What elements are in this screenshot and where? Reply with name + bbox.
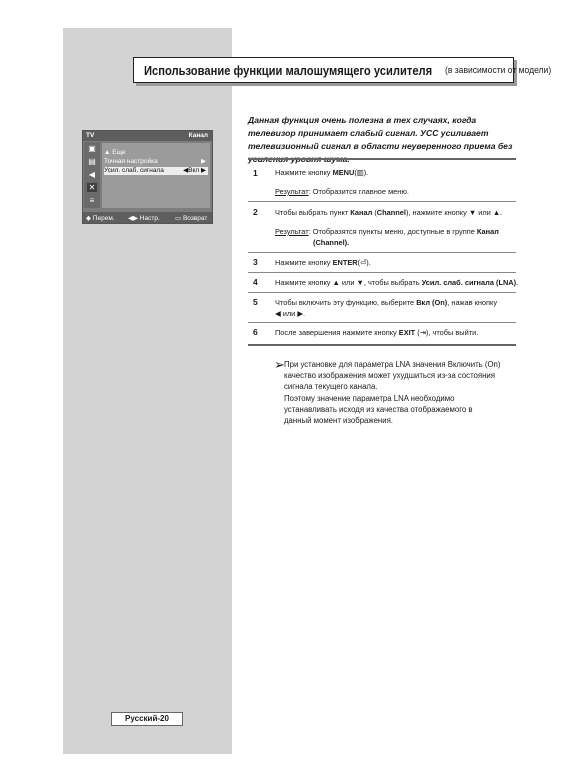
step-4-text: Нажмите кнопку ▲ или ▼, чтобы выбрать Усил. слаб. сигнала (LNA). bbox=[275, 278, 519, 287]
menu-icon-column bbox=[84, 142, 100, 208]
note-text: При установке для параметра LNA значения Включить (On) качество изображения может ухудшиться из-за состояния сигнала текущего канала. Поэтому значение параметра LNA необходимо устанавливать исходя из качества отображаемого в данный момент изображения. bbox=[284, 360, 501, 426]
divider-bottom bbox=[248, 344, 516, 346]
menu-footer-move: ◆ Перем. bbox=[86, 215, 115, 222]
picture-icon: ▣ bbox=[88, 144, 96, 153]
step-3-text: Нажмите кнопку ENTER(⏎). bbox=[275, 258, 371, 267]
step-2-number: 2 bbox=[253, 207, 258, 217]
page-title-note: (в зависимости от модели) bbox=[445, 64, 552, 76]
menu-footer bbox=[83, 212, 212, 223]
intro-text: Данная функция очень полезна в тех случаях, когда телевизор принимает слабый сигнал. УСС усиливает телевизионный сигнал в области неуверенного приема без усиления уровня шума. bbox=[248, 115, 513, 164]
divider-3 bbox=[248, 272, 516, 273]
menu-item-more: ▲ Еще bbox=[104, 149, 126, 156]
note-arrow-icon: ➢ bbox=[274, 357, 285, 372]
menu-panel bbox=[102, 143, 210, 208]
menu-item-fine-tune: Точная настройка ▶ bbox=[104, 158, 206, 165]
setup-icon: ≡ bbox=[89, 196, 95, 205]
step-3-number: 3 bbox=[253, 257, 258, 267]
menu-footer-adjust: ◀▶ Настр. bbox=[128, 215, 160, 222]
divider-top bbox=[248, 158, 516, 160]
menu-footer-back: ▭ Возврат bbox=[175, 215, 208, 222]
menu-item-lna: Усил. слаб. сигнала ◀Вкл ▶ bbox=[104, 167, 206, 174]
step-4-number: 4 bbox=[253, 277, 258, 287]
step-1-text: Нажмите кнопку MENU(▥). Результат: Отобразится главное меню. bbox=[275, 168, 409, 196]
divider-1 bbox=[248, 201, 516, 202]
step-6-text: После завершения нажмите кнопку EXIT (⇥), чтобы выйти. bbox=[275, 328, 479, 337]
step-1-number: 1 bbox=[253, 168, 258, 178]
page-number: Русский-20 bbox=[111, 712, 183, 726]
sound-icon: ▤ bbox=[88, 157, 96, 166]
channel-icon: ✕ bbox=[88, 183, 96, 192]
divider-4 bbox=[248, 292, 516, 293]
speaker-icon: ◀ bbox=[88, 170, 96, 179]
step-6-number: 6 bbox=[253, 327, 258, 337]
step-5-text: Чтобы включить эту функцию, выберите Вкл (On), нажав кнопку ◀ или ▶. bbox=[275, 298, 498, 318]
page-title-text: Использование функции малошумящего усилителя bbox=[144, 62, 433, 78]
step-2-text: Чтобы выбрать пункт Канал (Channel), нажмите кнопку ▼ или ▲. Результат: Отобразятся пункты меню, доступные в группе Канал (Channel). bbox=[275, 208, 503, 247]
menu-header: Канал bbox=[188, 132, 208, 139]
menu-tv-label: TV bbox=[86, 132, 95, 139]
step-5-number: 5 bbox=[253, 297, 258, 307]
tv-menu-illustration bbox=[82, 130, 213, 224]
page-title bbox=[133, 57, 552, 83]
divider-5 bbox=[248, 322, 516, 323]
divider-2 bbox=[248, 252, 516, 253]
